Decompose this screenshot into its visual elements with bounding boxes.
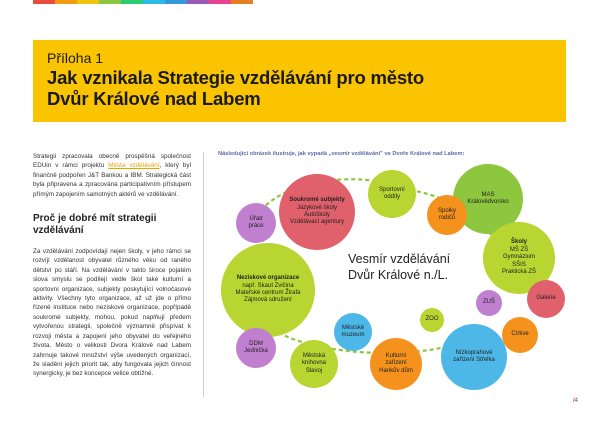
stripe-seg [55,0,77,4]
intro-paragraph: Strategii zpracovala obecně prospěšná společnost EDUin v rámci projektu Města vzdělávání, který byl finančně podpořen J&T Bankou a IBM. Strategická část byla připravena a zpracována participativním přístupem přímým zapojením samotných aktérů ve vzdělávání. [33,153,191,198]
circle-ngo: Neziskové organizace např. Skaut Zvičina Mateřské centrum Žirafa Zájmová sdružení [221,243,315,337]
diagram-intro: Následující obrázek ilustruje, jak vypadá „vesmír vzdělávání" ve Dvoře Králové nad Labem: [218,151,465,157]
page-title [47,67,547,109]
stripe-seg [143,0,165,4]
annex-label: Příloha 1 [47,50,104,66]
circle-social: Nízkoprahové zařízení Střelka [441,324,507,390]
left-column [33,152,191,379]
circle-office: Úřad práce [236,203,276,243]
circle-museum: Městské muzeum [334,313,372,351]
circle-spolky: Spolky rodičů [427,195,467,235]
stripe-seg [121,0,143,4]
page-number: /4 [573,398,579,404]
circle-gallery: Galerie [527,280,565,318]
body-paragraph: Za vzdělávání zodpovídají nejen školy, v jeho rámci se rozvíjí vzdělanost obyvatel různého věku od raného dětství po stáří. Na vzdělávání v takto široce pojatém slova smyslu se podílejí vedle škol také kulturní a sportovní organizace, subjekty poskytující volnočasové aktivity. Všechny tyto organizace, až už jde o přímo řízené instituce nebo neziskové organizace, popřípadě soukromé subjekty, mohou, pokud naplňují předem vytvořenou strategii, společně významně přispívat k rozvoji města a zapojení jeho obyvatel do veřejného života. Město o velikosti Dvora Králové nad Labem zahrnuje takové množství výše uvedených organizací, že sladění jejich priorit tak, aby fungovala jejich činnost synergicky, je bez koncepce velice obtížné. [33,248,191,378]
stripe-seg [209,0,231,4]
circle-ddm: DDM Jednička [236,328,276,368]
column-divider [203,152,204,397]
stripe-seg [187,0,209,4]
stripe-seg [99,0,121,4]
stripe-seg [231,0,253,4]
circle-private: Soukromé subjekty Jazykové školy Autoškoly Vzdělávací agentury [279,174,355,250]
circle-library: Městská knihovna Slavoj [290,340,338,388]
stripe-seg [77,0,99,4]
section-heading: Proč je dobré mít strategii vzdělávání [33,213,157,237]
stripe-seg [33,0,55,4]
circle-culture: Kulturní zařízení Hankův dům [370,338,422,390]
project-link[interactable]: Města vzdělávání [108,162,160,170]
title-line: Dvůr Králové nad Labem [47,88,261,109]
circle-schools: Školy MŠ ZŠ Gymnázium SŠIS Praktická ZŠ [483,222,555,294]
stripe-seg [165,0,187,4]
circle-zoo: ZOO [420,308,444,332]
title-line: Jak vznikala Strategie vzdělávání pro město [47,67,424,88]
circle-sport: Sportovní oddíly [368,170,416,218]
circle-zus: ZUŠ [476,290,502,316]
title-banner [33,40,566,122]
circle-church: Církve [502,317,538,353]
diagram-center-title: Vesmír vzdělávání Dvůr Králové n./L. [348,252,451,282]
circle-mas: MAS Královédvorsko [453,164,523,234]
